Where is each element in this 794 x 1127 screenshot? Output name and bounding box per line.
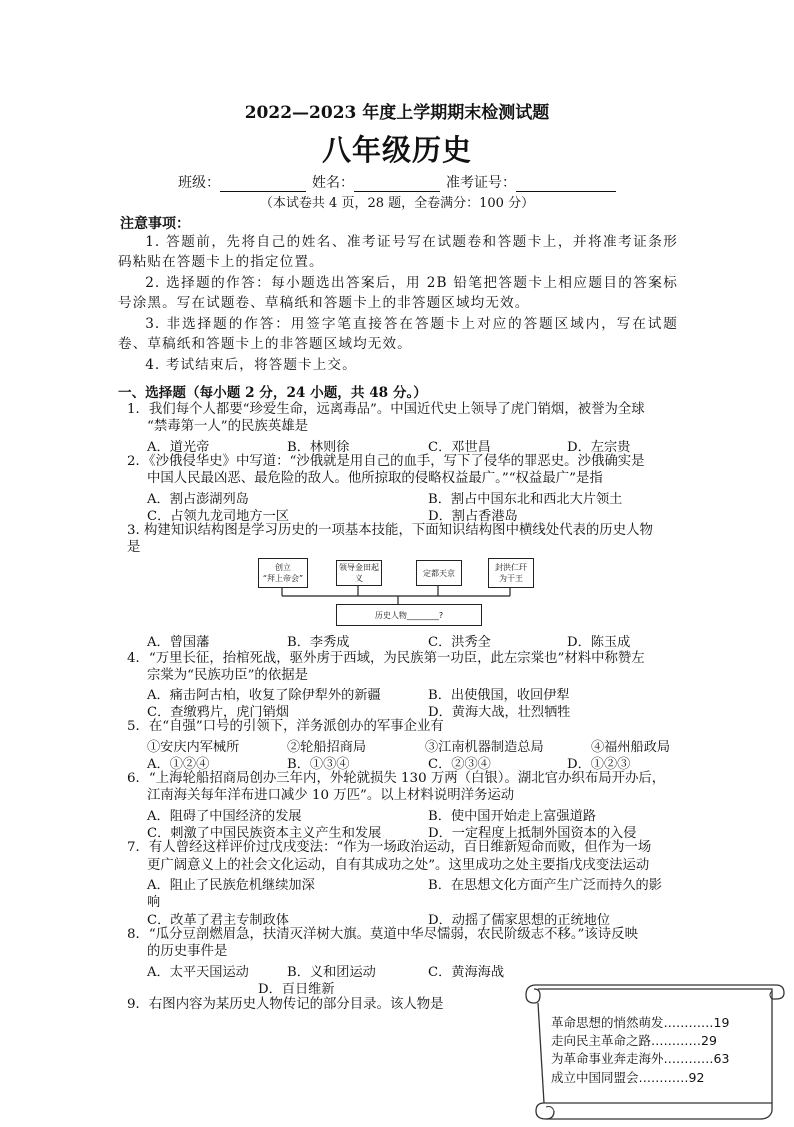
q7-option-b-cont: 响: [147, 895, 161, 910]
q1-option-a: A．道光帝: [147, 440, 210, 455]
q2-stem-line1: 2．《沙俄侵华史》中写道：“沙俄就是用自己的血手，写下了侵华的罪恶史。沙俄确实是: [127, 454, 645, 469]
q4-option-a: A．痛击阿古柏，收复了除伊犁外的新疆: [147, 688, 381, 703]
q3-stem-line1: 3. 构建知识结构图是学习历史的一项基本技能，下面知识结构图中横线处代表的历史人物: [127, 523, 653, 538]
q5-item-2: ②轮船招商局: [287, 740, 367, 755]
diagram-box-jintian: 领导金田起义: [336, 560, 382, 586]
notice-item-1: 1. 答题前，先将自己的姓名、准考证号写在试题卷和答题卡上，并将准考证条形码粘贴在答题卡上的指定位置。: [118, 234, 678, 270]
q5-option-d: D．①②③: [567, 757, 631, 772]
q7-option-a: A．阻止了民族危机继续加深: [147, 878, 315, 893]
q2-option-a: A．割占澎湖列岛: [147, 492, 249, 507]
notice-item-3: 3. 非选择题的作答：用签字笔直接答在答题卡上对应的答题区域内，写在试题卷、草稿纸和答题卡上的非答题区域均无效。: [118, 316, 678, 352]
q2-stem-line2: 中国人民最凶恶、最危险的敌人。他所掠取的侵略权益最广。”“权益最广”是指: [147, 471, 603, 486]
q1-option-c: C．邓世昌: [428, 440, 491, 455]
q5-stem-line1: 5．在“自强”口号的引领下，洋务派创办的军事企业有: [127, 719, 444, 734]
q5-option-a: A．①②④: [147, 757, 210, 772]
scroll-toc-item-2: 走向民主革命之路…………29: [551, 1033, 717, 1048]
q8-stem-line1: 8．“瓜分豆剖燃眉急，扶清灭洋树大旗。莫道中华尽懦弱，农民阶级志不移。”该诗反映: [127, 927, 638, 942]
q8-option-d: D．百日维新: [258, 982, 335, 997]
q3-option-a: A．曾国藩: [147, 635, 210, 650]
q5-option-b: B．①③④: [287, 757, 350, 772]
q7-stem-line2: 更广阔意义上的社会文化运动，自有其成功之处”。这里成功之处主要指戊戌变法运动: [147, 858, 650, 873]
q1-stem-line2: “禁毒第一人”的民族英雄是: [147, 419, 308, 434]
diagram-box-baishangdihui: 创立 “拜上帝会”: [258, 558, 308, 588]
diagram-center-figure: 历史人物________?: [336, 604, 482, 626]
q8-option-c: C．黄海海战: [428, 965, 505, 980]
ticket-label: 准考证号：: [446, 175, 516, 191]
scroll-toc-item-1: 革命思想的悄然萌发…………19: [551, 1015, 730, 1030]
knowledge-structure-diagram: [258, 556, 534, 630]
q4-option-d: D．黄海大战，壮烈牺牲: [428, 705, 571, 720]
q5-item-3: ③江南机器制造总局: [425, 740, 544, 755]
q3-stem-line2: 是: [127, 540, 141, 555]
q4-stem-line1: 4．“万里长征，抬棺死战，驱外虏于西域，为民族第一功臣，此左宗棠也”材料中称赞左: [127, 651, 645, 666]
q6-stem-line1: 6．“上海轮船招商局创办三年内，外轮就损失 130 万两（白银）。湖北官办织布局开办后，: [127, 771, 666, 786]
class-field: [178, 172, 306, 192]
notice-item-4: 4. 考试结束后，将答题卡上交。: [145, 357, 357, 373]
subject-title: 八年级历史: [321, 133, 472, 167]
class-label: 班级：: [178, 175, 220, 191]
q4-option-b: B．出使俄国，收回伊犁: [428, 688, 570, 703]
q2-option-d: D．割占香港岛: [428, 509, 518, 524]
q1-stem-line1: 1．我们每个人都要“珍爱生命，远离毒品”。中国近代史上领导了虎门销烟，被誉为全球: [127, 402, 645, 417]
q7-option-b: B．在思想文化方面产生广泛而持久的影: [428, 878, 662, 893]
name-blank: [354, 177, 440, 192]
q6-option-b: B．使中国开始走上富强道路: [428, 809, 596, 824]
q5-option-c: C．②③④: [428, 757, 491, 772]
exam-title: 2022—2023 年度上学期期末检测试题: [244, 103, 550, 123]
q8-stem-line2: 的历史事件是: [147, 944, 228, 959]
q1-option-d: D．左宗贵: [567, 440, 631, 455]
q7-option-c: C．改革了君主专制政体: [147, 913, 289, 928]
q6-stem-line2: 江南海关每年洋布进口减少 10 万匹”。以上材料说明洋务运动: [147, 788, 515, 803]
q4-stem-line2: 宗棠为“民族功臣”的依据是: [147, 668, 308, 683]
section-heading: 一、选择题（每小题 2 分，24 小题，共 48 分。）: [118, 385, 427, 401]
q5-item-4: ④福州船政局: [591, 740, 671, 755]
q3-option-b: B．李秀成: [287, 635, 350, 650]
diagram-box-tianjing: 定都天京: [416, 560, 462, 586]
q9-stem-line1: 9．右图内容为某历史人物传记的部分目录。该人物是: [127, 997, 444, 1012]
scroll-toc-item-3: 为革命事业奔走海外…………63: [551, 1051, 730, 1066]
q8-option-a: A．太平天国运动: [147, 965, 249, 980]
class-blank: [220, 177, 306, 192]
notice-item-2: 2. 选择题的作答：每小题选出答案后，用 2B 铅笔把答题卡上相应题目的答案标号涂黑。写在试题卷、草稿纸和答题卡上的非答题区域均无效。: [118, 275, 678, 311]
ticket-field: [446, 172, 616, 192]
exam-note: （本试卷共 4 页，28 题，全卷满分：100 分）: [259, 196, 535, 211]
q6-option-c: C．刺激了中国民族资本主义产生和发展: [147, 826, 382, 841]
q6-option-a: A．阻碍了中国经济的发展: [147, 809, 302, 824]
q1-option-b: B．林则徐: [287, 440, 350, 455]
name-label: 姓名：: [312, 175, 354, 191]
q7-stem-line1: 7．有人曾经这样评价过戊戌变法：“作为一场政治运动，百日维新短命而败，但作为一场: [127, 840, 652, 855]
q7-option-d: D．动摇了儒家思想的正统地位: [428, 913, 611, 928]
ticket-blank: [516, 177, 616, 192]
name-field: [312, 172, 440, 192]
q5-item-1: ①安庆内军械所: [147, 740, 240, 755]
q2-option-b: B．割占中国东北和西北大片领土: [428, 492, 623, 507]
q3-option-c: C．洪秀全: [428, 635, 491, 650]
diagram-box-ganwang: 封洪仁玕 为干王: [488, 558, 534, 588]
notice-heading: 注意事项：: [120, 216, 190, 232]
scroll-toc-item-4: 成立中国同盟会…………92: [551, 1070, 705, 1085]
q2-option-c: C．占领九龙司地方一区: [147, 509, 289, 524]
q4-option-c: C．查缴鸦片，虎门销烟: [147, 705, 289, 720]
q8-option-b: B．义和团运动: [287, 965, 376, 980]
q3-option-d: D．陈玉成: [567, 635, 631, 650]
q6-option-d: D．一定程度上抵制外国资本的入侵: [428, 826, 637, 841]
